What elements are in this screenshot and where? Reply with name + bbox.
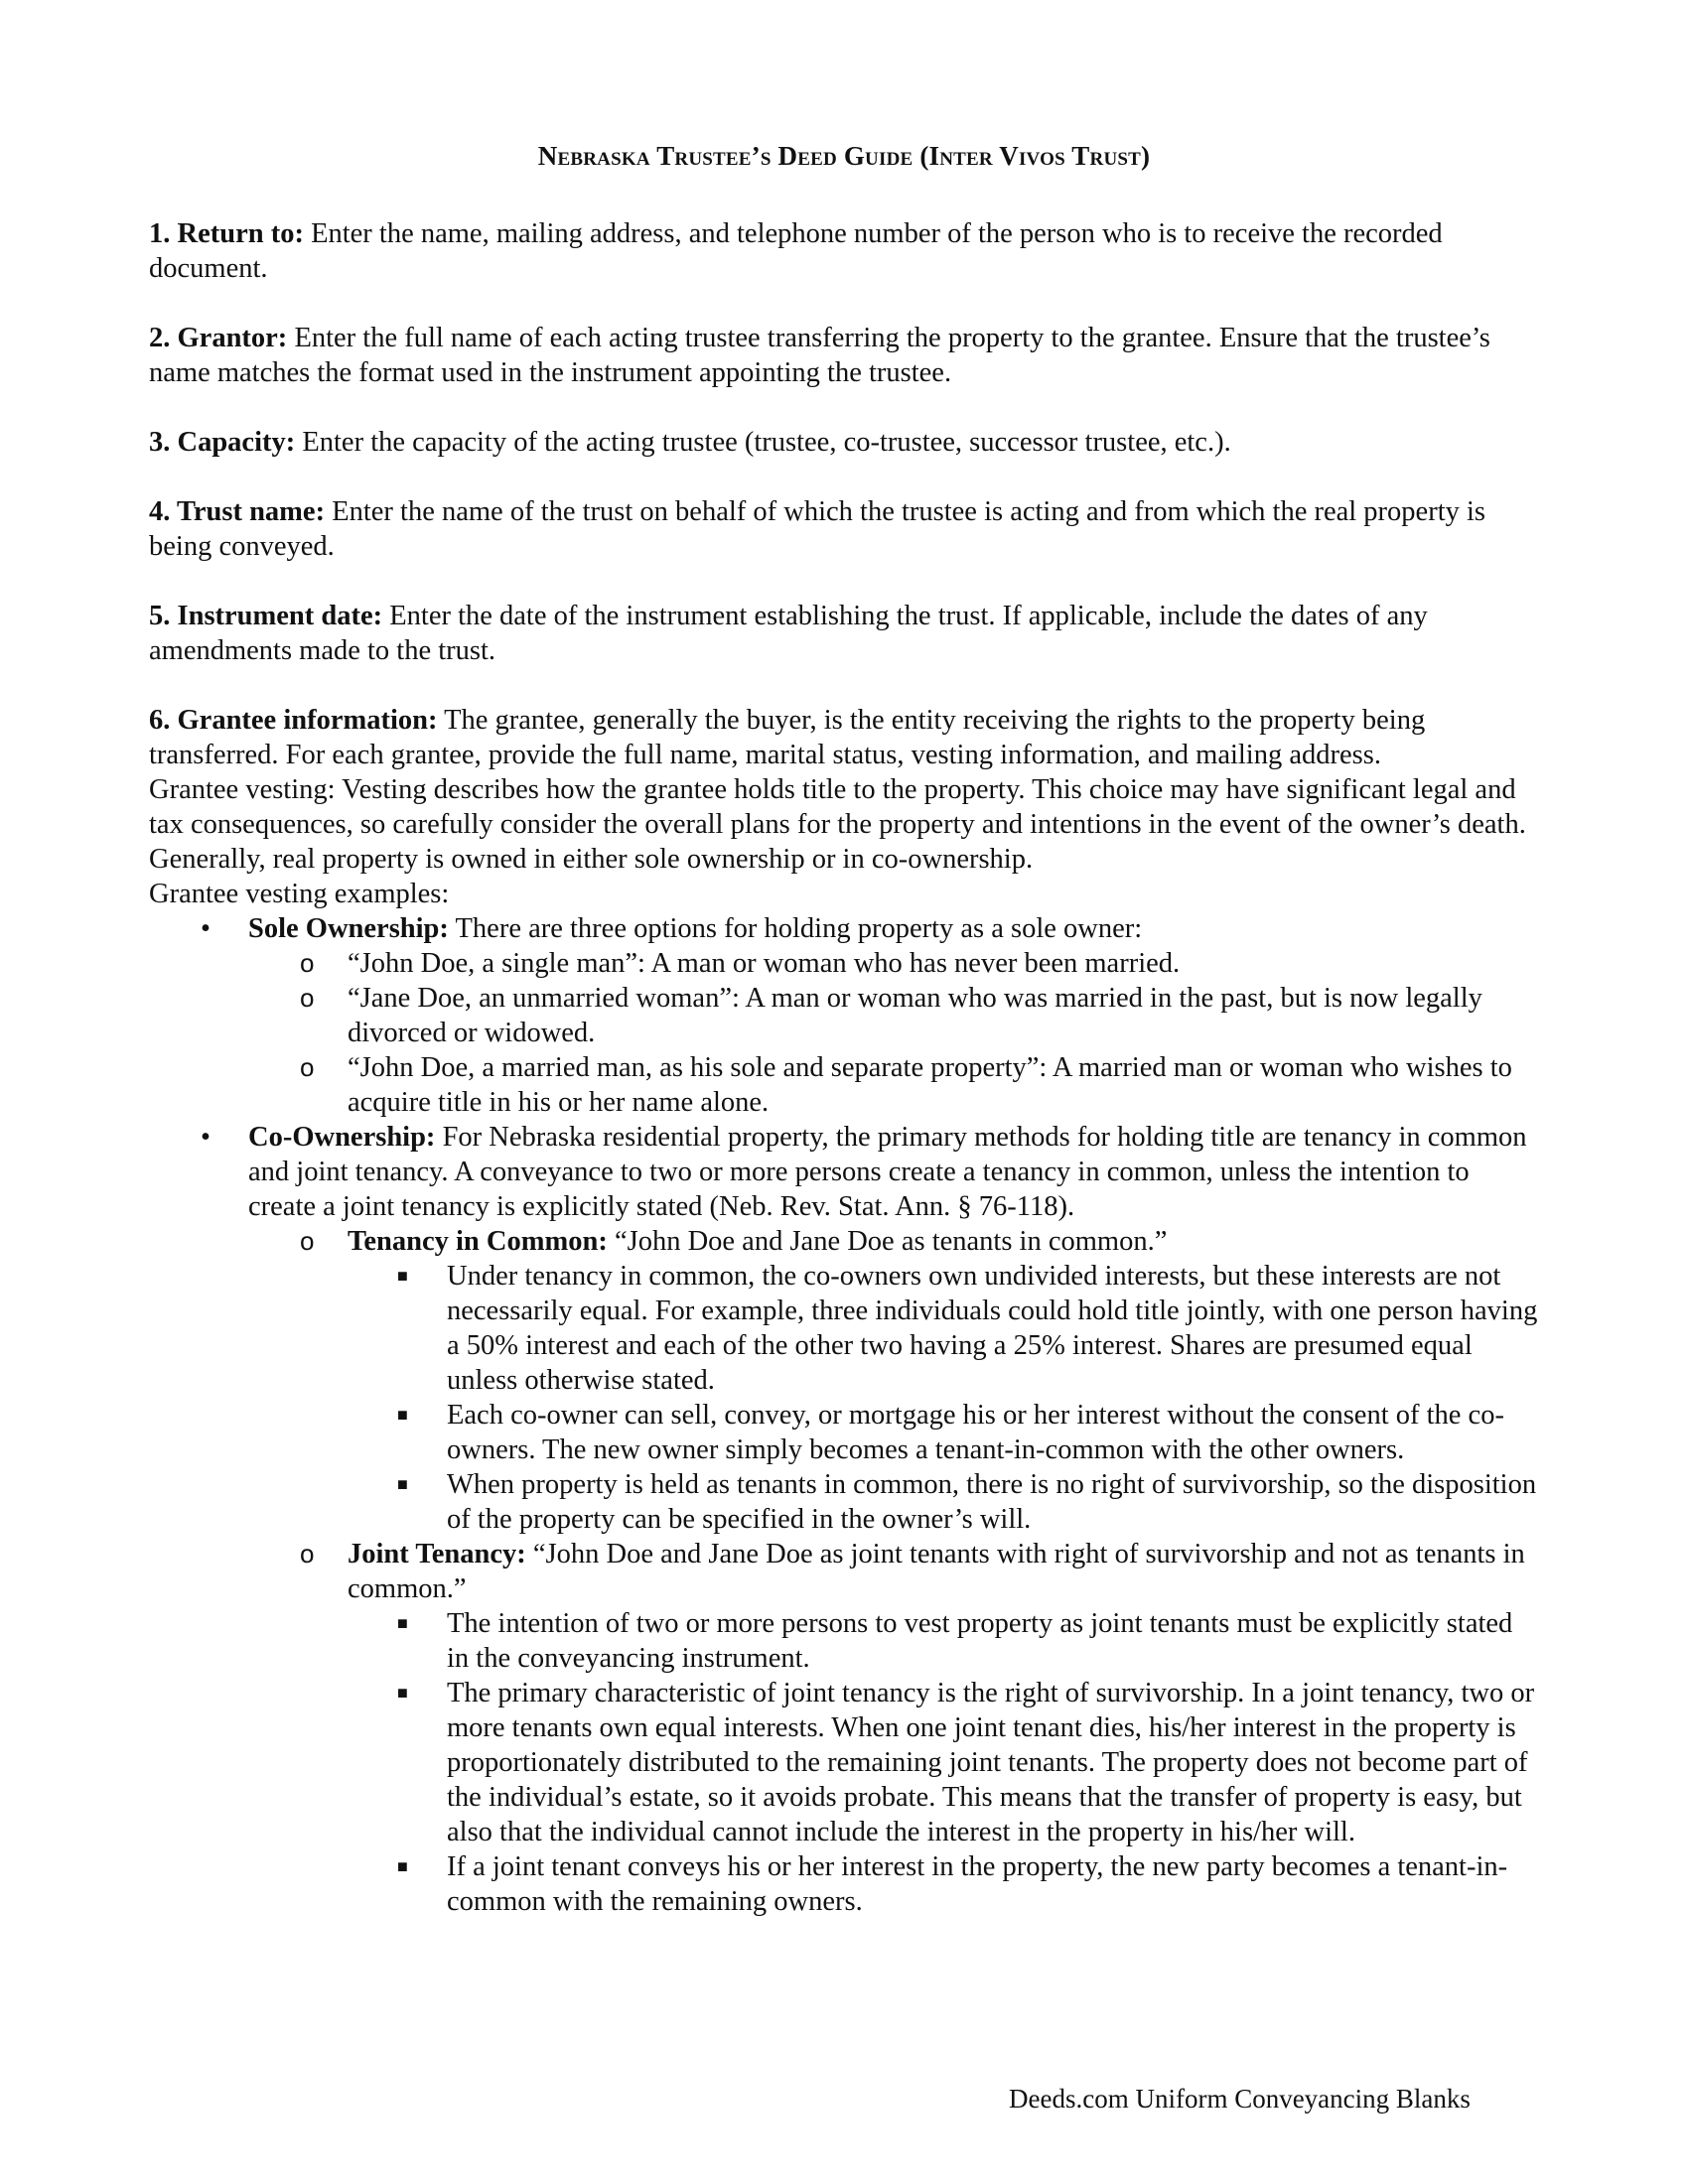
section-paragraph [149, 216, 1539, 286]
circle-bullet-icon: o [300, 1539, 315, 1569]
list-item [348, 1849, 1539, 1919]
list-item-sole-ownership [149, 911, 1539, 1120]
square-bullet-icon: ■ [397, 1856, 408, 1876]
section-paragraph [149, 321, 1539, 390]
list-item-joint-tenancy [248, 1537, 1539, 1919]
list-item [348, 1398, 1539, 1467]
list-item-label: Tenancy in Common: [348, 1226, 608, 1257]
page-footer: Deeds.com Uniform Conveyancing Blanks [1009, 2084, 1471, 2114]
vesting-examples-list [149, 911, 1539, 1919]
list-item-text: “Jane Doe, an unmarried woman”: A man or woman who was married in the past, but is now legally divorced or widowed. [348, 983, 1482, 1048]
sole-ownership-options [248, 946, 1539, 1120]
list-item-text: Each co-owner can sell, convey, or mortgage his or her interest without the consent of the co-owners. The new owner simply becomes a tenant-in-common with the other owners. [447, 1400, 1504, 1465]
bullet-icon: • [201, 913, 211, 944]
list-item [248, 981, 1539, 1050]
section-label: 6. Grantee information: [149, 705, 438, 736]
list-item-text: If a joint tenant conveys his or her interest in the property, the new party becomes a tenant-in-common with the remaining owners. [447, 1851, 1508, 1917]
section-label: 3. Capacity: [149, 427, 296, 458]
list-item [348, 1606, 1539, 1676]
list-item-text: There are three options for holding property as a sole owner: [448, 913, 1143, 944]
section-text: Enter the date of the instrument establishing the trust. If applicable, include the dates of any amendments made to the trust. [149, 601, 1428, 666]
document-page [149, 139, 1539, 1954]
square-bullet-icon: ■ [397, 1613, 408, 1633]
list-item [348, 1259, 1539, 1398]
section-instrument-date [149, 599, 1539, 668]
list-item-text: The intention of two or more persons to vest property as joint tenants must be explicitly stated in the conveyancing instrument. [447, 1608, 1513, 1674]
square-bullet-icon: ■ [397, 1474, 408, 1494]
section-paragraph [149, 703, 1539, 772]
section-label: 2. Grantor: [149, 323, 288, 353]
list-item-label: Joint Tenancy: [348, 1539, 526, 1570]
square-bullet-icon: ■ [397, 1683, 408, 1703]
vesting-examples-heading: Grantee vesting examples: [149, 879, 450, 909]
section-text: Enter the name of the trust on behalf of which the trustee is acting and from which the real property is being conveyed. [149, 496, 1485, 562]
section-paragraph [149, 425, 1539, 460]
bullet-icon: • [201, 1122, 211, 1153]
co-ownership-types [248, 1224, 1539, 1919]
grantee-vesting-paragraph: Grantee vesting: Vesting describes how the grantee holds title to the property. This choice may have significant legal and tax consequences, so carefully consider the overall plans for the property and intentions in the event of the owner’s death. Generally, real property is owned in either sole ownership or in co-ownership. [149, 774, 1526, 875]
list-item-text: “John Doe, a single man”: A man or woman who has never been married. [348, 948, 1181, 979]
list-item-tenancy-in-common [248, 1224, 1539, 1537]
section-text: Enter the full name of each acting trustee transferring the property to the grantee. Ensure that the trustee’s name matches the format used in the instrument appointing the trustee. [149, 323, 1490, 388]
list-item-label: Sole Ownership: [248, 913, 449, 944]
list-item [348, 1467, 1539, 1537]
list-item [248, 1050, 1539, 1120]
section-text: Enter the capacity of the acting trustee (trustee, co-trustee, successor trustee, etc.). [295, 427, 1231, 458]
section-grantee-information [149, 703, 1539, 1919]
section-label: 1. Return to: [149, 218, 304, 249]
circle-bullet-icon: o [300, 1052, 315, 1082]
list-item [348, 1676, 1539, 1849]
square-bullet-icon: ■ [397, 1266, 408, 1286]
section-text: Enter the name, mailing address, and telephone number of the person who is to receive the recorded document. [149, 218, 1443, 284]
list-item-text: When property is held as tenants in common, there is no right of survivorship, so the disposition of the property can be specified in the owner’s will. [447, 1469, 1537, 1535]
section-paragraph [149, 599, 1539, 668]
section-paragraph [149, 494, 1539, 564]
section-trust-name [149, 494, 1539, 564]
circle-bullet-icon: o [300, 983, 315, 1013]
section-capacity [149, 425, 1539, 460]
square-bullet-icon: ■ [397, 1405, 408, 1425]
list-item [248, 946, 1539, 981]
list-item-text: For Nebraska residential property, the primary methods for holding title are tenancy in common and joint tenancy. A conveyance to two or more persons create a tenancy in common, unless the intention to create a joint tenancy is explicitly stated (Neb. Rev. Stat. Ann. § 76-118). [248, 1122, 1527, 1222]
list-item-text: “John Doe and Jane Doe as tenants in common.” [607, 1226, 1168, 1257]
joint-tenancy-points [348, 1606, 1539, 1919]
circle-bullet-icon: o [300, 1226, 315, 1256]
list-item-text: The primary characteristic of joint tenancy is the right of survivorship. In a joint tenancy, two or more tenants own equal interests. When one joint tenant dies, his/her interest in the property is proportionately distributed to the remaining joint tenants. The property does not become part of the individual’s estate, so it avoids probate. This means that the transfer of property is easy, but also that the individual cannot include the interest in the property in his/her will. [447, 1678, 1535, 1847]
section-grantor [149, 321, 1539, 390]
list-item-label: Co-Ownership: [248, 1122, 436, 1153]
list-item-text: “John Doe and Jane Doe as joint tenants with right of survivorship and not as tenants in common.” [348, 1539, 1525, 1604]
section-label: 5. Instrument date: [149, 601, 383, 631]
section-text: The grantee, generally the buyer, is the entity receiving the rights to the property being transferred. For each grantee, provide the full name, marital status, vesting information, and mailing address. [149, 705, 1426, 770]
section-return-to [149, 216, 1539, 286]
list-item-co-ownership [149, 1120, 1539, 1919]
circle-bullet-icon: o [300, 948, 315, 978]
list-item-text: Under tenancy in common, the co-owners own undivided interests, but these interests are not necessarily equal. For example, three individuals could hold title jointly, with one person having a 50% interest and each of the other two having a 25% interest. Shares are presumed equal unless otherwise stated. [447, 1261, 1538, 1396]
section-label: 4. Trust name: [149, 496, 326, 527]
document-title: Nebraska Trustee’s Deed Guide (Inter Vivos Trust) [537, 141, 1151, 171]
list-item-text: “John Doe, a married man, as his sole and separate property”: A married man or woman who wishes to acquire title in his or her name alone. [348, 1052, 1512, 1118]
tenancy-in-common-points [348, 1259, 1539, 1537]
